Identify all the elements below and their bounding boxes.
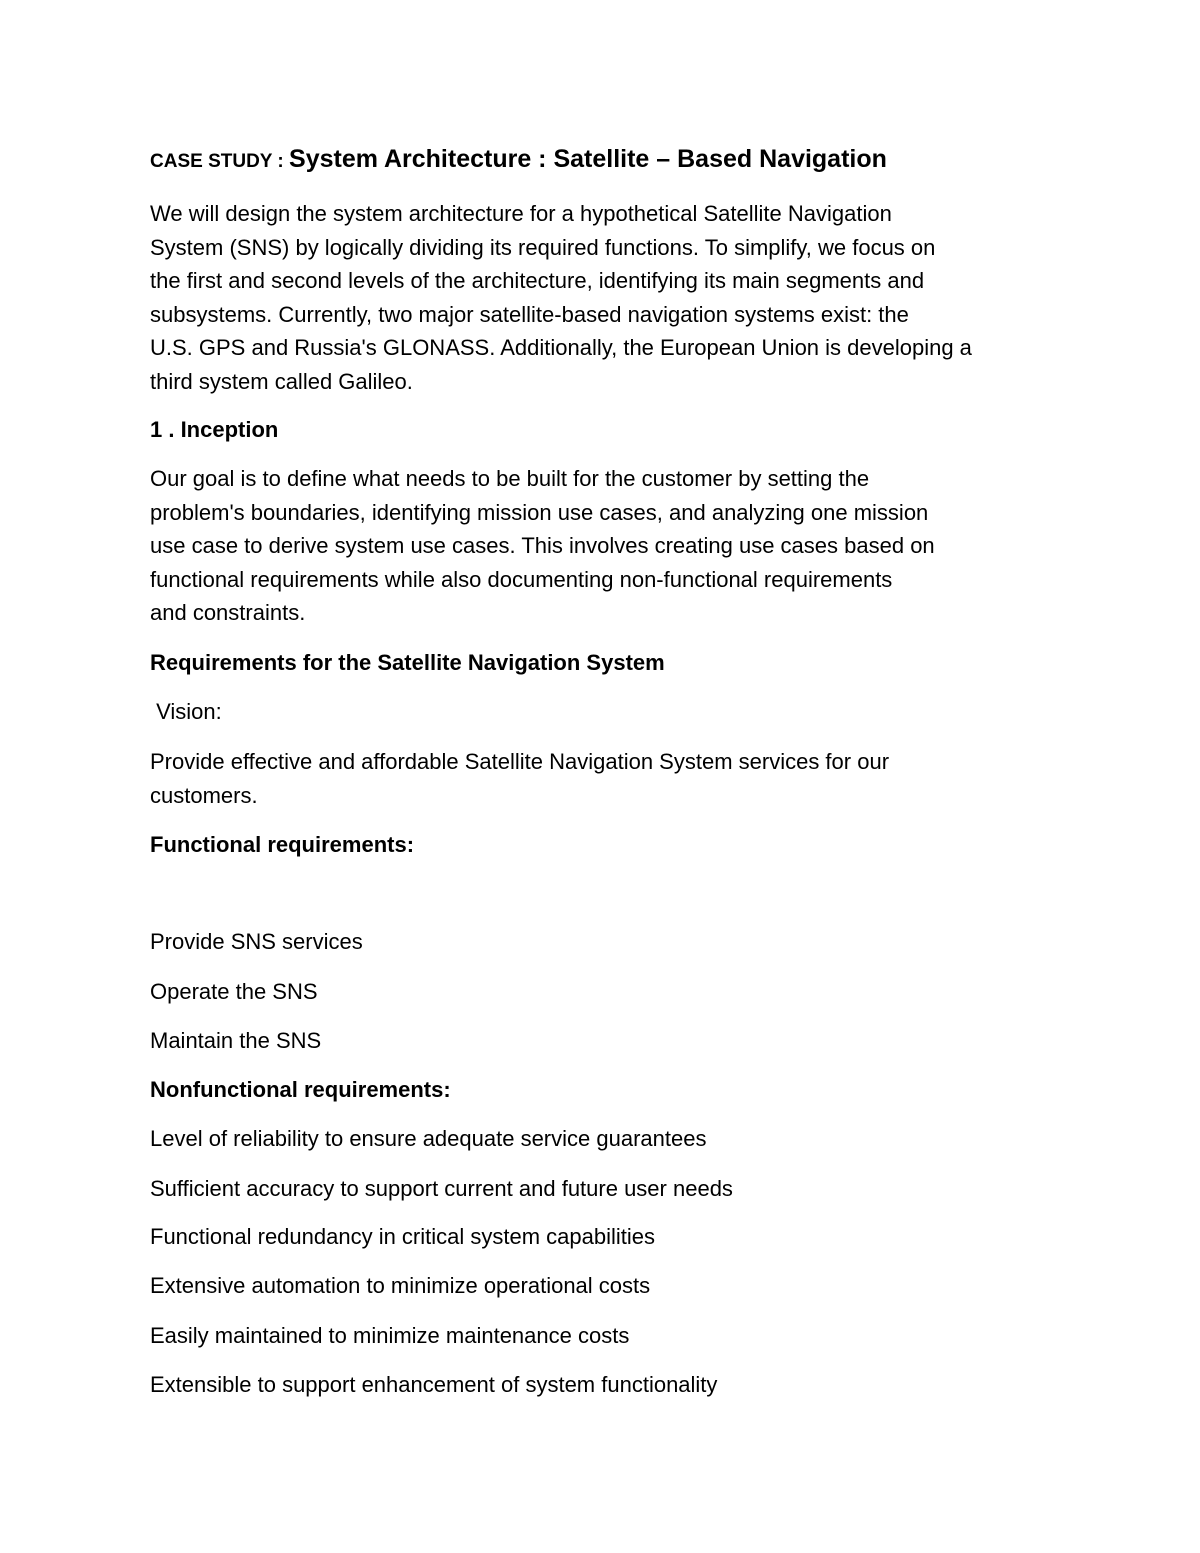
intro-line: third system called Galileo. xyxy=(150,368,413,394)
nonfunctional-item: Functional redundancy in critical system capabilities xyxy=(150,1224,656,1249)
intro-line: the first and second levels of the architecture, identifying its main segments and xyxy=(150,268,925,293)
functional-heading: Functional requirements: xyxy=(150,832,415,857)
nonfunctional-item: Level of reliability to ensure adequate service guarantees xyxy=(150,1126,707,1151)
inception-line: Our goal is to define what needs to be built for the customer by setting the xyxy=(150,466,870,491)
inception-line: and constraints. xyxy=(150,600,306,625)
nonfunctional-item: Easily maintained to minimize maintenance costs xyxy=(150,1323,630,1348)
vision-paragraph xyxy=(150,745,1070,812)
nonfunctional-heading: Nonfunctional requirements: xyxy=(150,1077,451,1102)
vision-line: customers. xyxy=(150,782,258,808)
vision-label: Vision: xyxy=(150,699,222,724)
nonfunctional-item: Sufficient accuracy to support current and future user needs xyxy=(150,1176,733,1201)
functional-item: Provide SNS services xyxy=(150,929,363,954)
title-prefix: CASE STUDY : xyxy=(150,151,290,172)
intro-paragraph xyxy=(150,197,1070,398)
intro-line: We will design the system architecture for a hypothetical Satellite Navigation xyxy=(150,201,892,226)
intro-line: subsystems. Currently, two major satellite-based navigation systems exist: the xyxy=(150,301,909,327)
inception-line: use case to derive system use cases. This involves creating use cases based on xyxy=(150,533,935,558)
intro-line: U.S. GPS and Russia's GLONASS. Additionally, the European Union is developing a xyxy=(150,335,972,360)
page-title xyxy=(150,143,1070,179)
title-main: System Architecture : Satellite – Based Navigation xyxy=(289,145,887,173)
inception-line: problem's boundaries, identifying mission use cases, and analyzing one mission xyxy=(150,499,929,525)
nonfunctional-item: Extensive automation to minimize operational costs xyxy=(150,1273,651,1298)
nonfunctional-item: Extensible to support enhancement of system functionality xyxy=(150,1372,718,1397)
vision-line: Provide effective and affordable Satellite Navigation System services for our xyxy=(150,749,890,774)
functional-item: Maintain the SNS xyxy=(150,1028,322,1053)
functional-item: Operate the SNS xyxy=(150,979,318,1004)
requirements-heading: Requirements for the Satellite Navigation System xyxy=(150,650,665,675)
inception-paragraph xyxy=(150,462,1070,630)
inception-heading: 1 . Inception xyxy=(150,417,279,442)
intro-line: System (SNS) by logically dividing its required functions. To simplify, we focus on xyxy=(150,234,936,260)
inception-line: functional requirements while also documenting non-functional requirements xyxy=(150,566,893,592)
